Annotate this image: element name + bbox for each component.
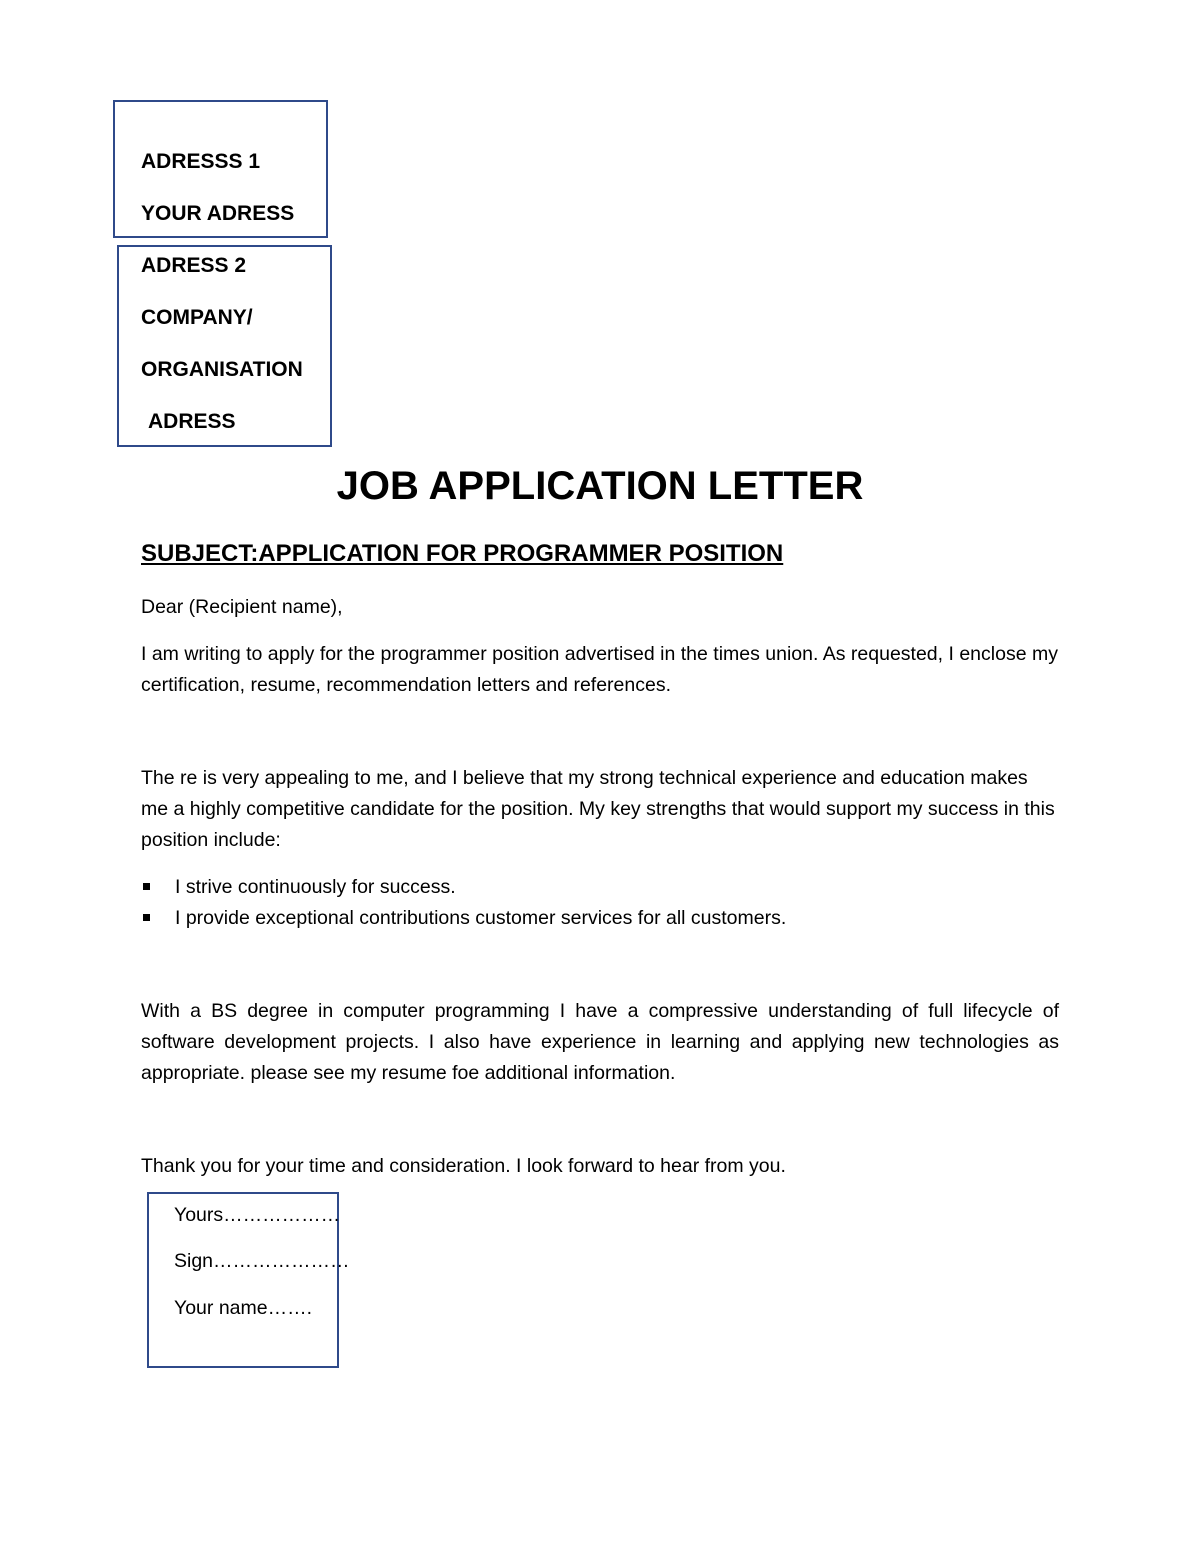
paragraph-education: With a BS degree in computer programming I have a compressive understanding of full lifecycle of software development projects. I also have experience in learning and applying new technologies as appropriate. please see my resume foe additional information.	[141, 1000, 1059, 1084]
closing-line: Thank you for your time and consideration. I look forward to hear from you.	[141, 1155, 786, 1177]
salutation: Dear (Recipient name),	[141, 596, 343, 618]
list-item	[141, 872, 786, 903]
list-item	[141, 903, 786, 934]
paragraph-strengths: The re is very appealing to me, and I believe that my strong technical experience and education makes me a highly competitive candidate for the position. My key strengths that would support my success in this position include:	[141, 767, 1055, 851]
recipient-address-line3: ORGANISATION	[141, 358, 303, 381]
recipient-address-box	[117, 245, 332, 447]
sender-address-box	[113, 100, 328, 238]
list-item-text: I provide exceptional contributions customer services for all customers.	[175, 907, 787, 929]
recipient-address-line2: COMPANY/	[141, 306, 253, 329]
signature-name: Your name…….	[174, 1297, 313, 1319]
list-item-text: I strive continuously for success.	[175, 876, 456, 898]
signature-yours: Yours………………	[174, 1204, 341, 1226]
signature-sign: Sign…………………	[174, 1250, 350, 1272]
strengths-list	[141, 872, 786, 934]
signature-box	[147, 1192, 350, 1368]
recipient-address-line4: ADRESS	[148, 410, 236, 433]
sender-address-line1: ADRESSS 1	[141, 150, 261, 173]
letter-title: JOB APPLICATION LETTER	[336, 464, 864, 508]
letter-subject: SUBJECT:APPLICATION FOR PROGRAMMER POSITION	[141, 540, 784, 567]
recipient-address-line1: ADRESS 2	[141, 254, 247, 277]
bullet-square-icon	[143, 883, 150, 890]
bullet-square-icon	[143, 914, 150, 921]
sender-address-line2: YOUR ADRESS	[141, 202, 295, 225]
paragraph-intro: I am writing to apply for the programmer position advertised in the times union. As requested, I enclose my certification, resume, recommendation letters and references.	[141, 643, 1058, 696]
